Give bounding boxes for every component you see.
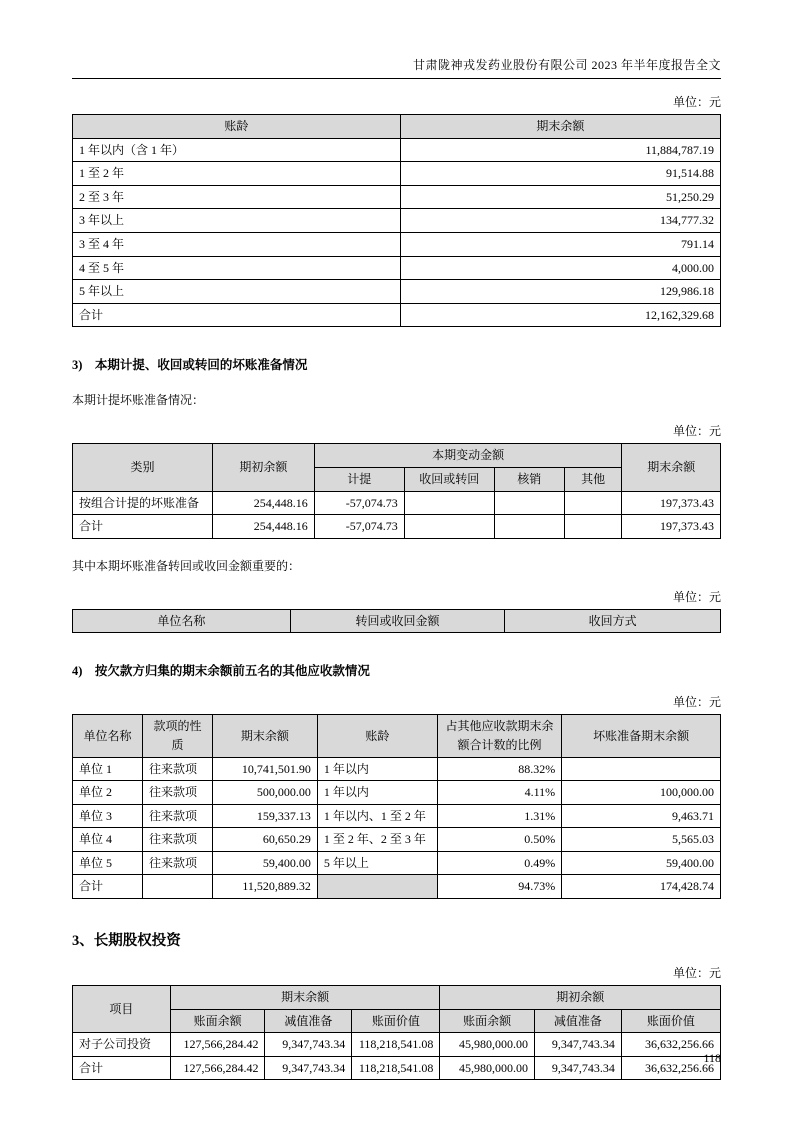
table-row xyxy=(73,1033,721,1057)
unit-name-cell: 单位 3 xyxy=(73,804,143,828)
category-cell: 按组合计提的坏账准备 xyxy=(73,491,213,515)
bad-debt-cell: 100,000.00 xyxy=(562,781,721,805)
document-header: 甘肃陇神戎发药业股份有限公司 2023 年半年度报告全文 xyxy=(72,56,721,79)
nature-cell: 往来款项 xyxy=(142,828,212,852)
item-cell: 合计 xyxy=(73,1056,171,1080)
ratio-cell: 4.11% xyxy=(437,781,561,805)
ending-balance-column-header: 期末余额 xyxy=(622,444,721,491)
aging-cell: 1 年以内 xyxy=(317,757,437,781)
unit-name-cell: 单位 5 xyxy=(73,851,143,875)
aging-column-header: 账龄 xyxy=(317,715,437,757)
total-label-cell: 合计 xyxy=(73,875,143,899)
section-3-note: 其中本期坏账准备转回或收回金额重要的： xyxy=(72,558,301,573)
recover-column-header: 收回或转回 xyxy=(404,467,494,491)
opening-impairment-cell: 9,347,743.34 xyxy=(534,1033,621,1057)
aging-label: 3 至 4 年 xyxy=(73,232,401,256)
ending-book-value-cell: 118,218,541.08 xyxy=(352,1033,440,1057)
book-value-column-header: 账面价值 xyxy=(352,1009,440,1033)
nature-cell: 往来款项 xyxy=(142,757,212,781)
recovered-amount-column-header: 转回或收回金额 xyxy=(290,609,504,633)
ending-balance-group-header: 期末余额 xyxy=(170,986,440,1010)
item-column-header: 项目 xyxy=(73,986,171,1033)
book-balance-column-header: 账面余额 xyxy=(170,1009,265,1033)
ending-cell: 500,000.00 xyxy=(212,781,317,805)
ending-cell: 197,373.43 xyxy=(622,491,721,515)
table-header-row xyxy=(73,609,721,633)
recover-cell xyxy=(404,515,494,539)
aging-value: 791.14 xyxy=(400,232,720,256)
ending-book-value-cell: 118,218,541.08 xyxy=(352,1056,440,1080)
table-row xyxy=(73,828,721,852)
writeoff-column-header: 核销 xyxy=(494,467,564,491)
table-row xyxy=(73,851,721,875)
aging-cell: 1 年以内 xyxy=(317,781,437,805)
aging-total-label: 合计 xyxy=(73,303,401,327)
recovery-method-column-header: 收回方式 xyxy=(505,609,721,633)
bad-debt-cell: 174,428.74 xyxy=(562,875,721,899)
aging-cell: 1 年以内、1 至 2 年 xyxy=(317,804,437,828)
table-total-row xyxy=(73,515,721,539)
unit-label: 单位：元 xyxy=(672,695,721,710)
ending-cell: 11,520,889.32 xyxy=(212,875,317,899)
ending-balance-column-header: 期末余额 xyxy=(212,715,317,757)
bad-debt-cell: 59,400.00 xyxy=(562,851,721,875)
table-row xyxy=(73,138,721,162)
bad-debt-cell: 5,565.03 xyxy=(562,828,721,852)
recover-cell xyxy=(404,491,494,515)
section-3-intro: 本期计提坏账准备情况： xyxy=(72,393,205,408)
ratio-cell: 0.49% xyxy=(437,851,561,875)
ending-book-balance-cell: 127,566,284.42 xyxy=(170,1033,265,1057)
nature-cell: 往来款项 xyxy=(142,851,212,875)
aging-label: 1 年以内（含 1 年） xyxy=(73,138,401,162)
provision-table xyxy=(72,443,721,538)
impairment-column-header: 减值准备 xyxy=(534,1009,621,1033)
category-cell: 合计 xyxy=(73,515,213,539)
writeoff-cell xyxy=(494,491,564,515)
other-column-header: 其他 xyxy=(564,467,622,491)
table-row xyxy=(73,757,721,781)
ratio-cell: 1.31% xyxy=(437,804,561,828)
section-4-heading: 4) 按欠款方归集的期末余额前五名的其他应收款情况 xyxy=(72,664,370,679)
aging-label: 5 年以上 xyxy=(73,280,401,304)
section-3-heading: 3) 本期计提、收回或转回的坏账准备情况 xyxy=(72,358,308,373)
ending-impairment-cell: 9,347,743.34 xyxy=(265,1033,352,1057)
table-row xyxy=(73,209,721,233)
ending-cell: 197,373.43 xyxy=(622,515,721,539)
ratio-cell: 0.50% xyxy=(437,828,561,852)
accrual-column-header: 计提 xyxy=(314,467,404,491)
aging-value: 11,884,787.19 xyxy=(400,138,720,162)
aging-value: 134,777.32 xyxy=(400,209,720,233)
impairment-column-header: 减值准备 xyxy=(265,1009,352,1033)
long-term-equity-heading: 3、长期股权投资 xyxy=(72,933,181,950)
ending-book-balance-cell: 127,566,284.42 xyxy=(170,1056,265,1080)
opening-balance-group-header: 期初余额 xyxy=(440,986,721,1010)
table-header-row xyxy=(73,444,721,468)
aging-value: 4,000.00 xyxy=(400,256,720,280)
unit-label: 单位：元 xyxy=(672,424,721,439)
aging-total-value: 12,162,329.68 xyxy=(400,303,720,327)
other-cell xyxy=(564,515,622,539)
accrual-cell: -57,074.73 xyxy=(314,515,404,539)
table-header-row xyxy=(73,115,721,139)
ending-cell: 60,650.29 xyxy=(212,828,317,852)
opening-cell: 254,448.16 xyxy=(212,491,314,515)
book-value-column-header: 账面价值 xyxy=(621,1009,720,1033)
table-header-row xyxy=(73,986,721,1010)
item-cell: 对子公司投资 xyxy=(73,1033,171,1057)
table-header-row xyxy=(73,1009,721,1033)
table-row xyxy=(73,256,721,280)
ending-cell: 10,741,501.90 xyxy=(212,757,317,781)
unit-name-cell: 单位 4 xyxy=(73,828,143,852)
unit-label: 单位：元 xyxy=(672,95,721,109)
ratio-cell: 94.73% xyxy=(437,875,561,899)
aging-cell-shaded xyxy=(317,875,437,899)
other-cell xyxy=(564,491,622,515)
aging-value: 129,986.18 xyxy=(400,280,720,304)
aging-column-header: 账龄 xyxy=(73,115,401,139)
unit-name-column-header: 单位名称 xyxy=(73,609,291,633)
unit-name-cell: 单位 2 xyxy=(73,781,143,805)
receivables-top5-table xyxy=(72,714,721,899)
table-row xyxy=(73,232,721,256)
opening-book-value-cell: 36,632,256.66 xyxy=(621,1033,720,1057)
unit-name-column-header: 单位名称 xyxy=(73,715,143,757)
lt-equity-table xyxy=(72,985,721,1080)
nature-cell: 往来款项 xyxy=(142,804,212,828)
table-row xyxy=(73,491,721,515)
ending-impairment-cell: 9,347,743.34 xyxy=(265,1056,352,1080)
table-row xyxy=(73,781,721,805)
aging-label: 3 年以上 xyxy=(73,209,401,233)
ending-balance-column-header: 期末余额 xyxy=(400,115,720,139)
unit-label: 单位：元 xyxy=(672,966,721,981)
table-total-row xyxy=(73,1056,721,1080)
table-row xyxy=(73,804,721,828)
recovery-table xyxy=(72,609,721,634)
unit-label: 单位：元 xyxy=(672,589,721,604)
ratio-column-header: 占其他应收款期末余额合计数的比例 xyxy=(437,715,561,757)
bad-debt-column-header: 坏账准备期末余额 xyxy=(562,715,721,757)
bad-debt-cell: 9,463.71 xyxy=(562,804,721,828)
aging-cell: 5 年以上 xyxy=(317,851,437,875)
unit-name-cell: 单位 1 xyxy=(73,757,143,781)
table-row xyxy=(73,162,721,186)
opening-book-balance-cell: 45,980,000.00 xyxy=(440,1056,535,1080)
page-number: 118 xyxy=(703,1051,721,1065)
table-total-row xyxy=(73,875,721,899)
aging-value: 51,250.29 xyxy=(400,185,720,209)
accrual-cell: -57,074.73 xyxy=(314,491,404,515)
table-row xyxy=(73,185,721,209)
nature-column-header: 款项的性质 xyxy=(142,715,212,757)
period-change-group-header: 本期变动金额 xyxy=(314,444,622,468)
aging-label: 2 至 3 年 xyxy=(73,185,401,209)
nature-cell xyxy=(142,875,212,899)
aging-value: 91,514.88 xyxy=(400,162,720,186)
table-total-row xyxy=(73,303,721,327)
ratio-cell: 88.32% xyxy=(437,757,561,781)
opening-balance-column-header: 期初余额 xyxy=(212,444,314,491)
writeoff-cell xyxy=(494,515,564,539)
aging-label: 4 至 5 年 xyxy=(73,256,401,280)
ending-cell: 59,400.00 xyxy=(212,851,317,875)
opening-book-balance-cell: 45,980,000.00 xyxy=(440,1033,535,1057)
opening-book-value-cell: 36,632,256.66 xyxy=(621,1056,720,1080)
aging-label: 1 至 2 年 xyxy=(73,162,401,186)
bad-debt-cell xyxy=(562,757,721,781)
table-row xyxy=(73,280,721,304)
opening-cell: 254,448.16 xyxy=(212,515,314,539)
category-column-header: 类别 xyxy=(73,444,213,491)
ending-cell: 159,337.13 xyxy=(212,804,317,828)
book-balance-column-header: 账面余额 xyxy=(440,1009,535,1033)
opening-impairment-cell: 9,347,743.34 xyxy=(534,1056,621,1080)
aging-table xyxy=(72,114,721,327)
nature-cell: 往来款项 xyxy=(142,781,212,805)
aging-cell: 1 至 2 年、2 至 3 年 xyxy=(317,828,437,852)
table-header-row xyxy=(73,715,721,757)
